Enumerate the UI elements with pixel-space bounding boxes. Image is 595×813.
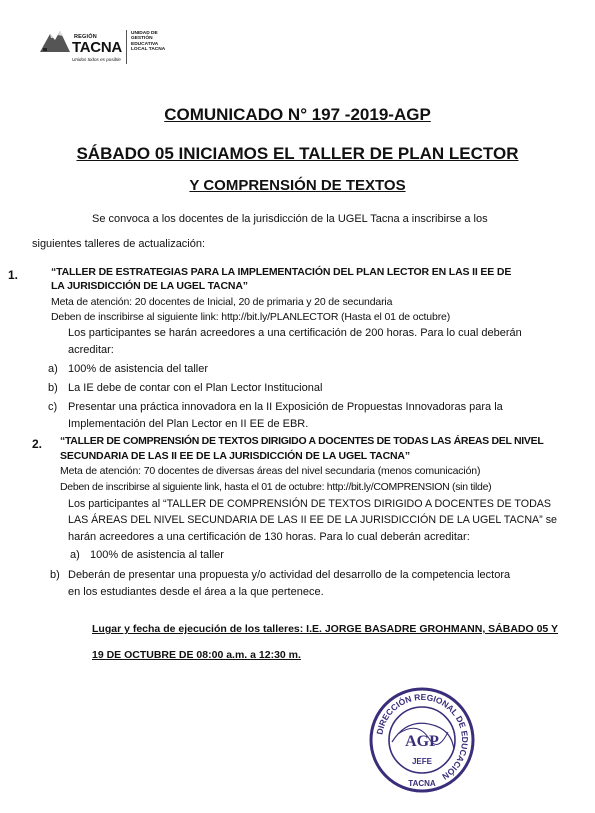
workshop-2-title-1: “TALLER DE COMPRENSIÓN DE TEXTOS DIRIGIDO A DOCENTES DE TODAS LAS ÁREAS DEL NIVEL: [60, 435, 544, 447]
region-label: REGIÓN: [74, 34, 97, 40]
workshop-2-cert-1: Los participantes al “TALLER DE COMPRENSIÓN DE TEXTOS DIRIGIDO A DOCENTES DE TODAS: [68, 498, 552, 510]
requirement-letter: b): [50, 569, 60, 581]
ugel-label: [131, 31, 165, 53]
workshop-1-title-1: “TALLER DE ESTRATEGIAS PARA LA IMPLEMENTACIÓN DEL PLAN LECTOR EN LAS II EE DE: [51, 266, 512, 278]
document-title: COMUNICADO N° 197 -2019-AGP: [164, 105, 431, 124]
workshop-2-req-b-1: Deberán de presentar una propuesta y/o actividad del desarrollo de la competencia lectora: [68, 569, 511, 581]
workshop-1-register: Deben de inscribirse al siguiente link: http://bit.ly/PLANLECTOR (Hasta el 01 de octubre): [51, 311, 451, 323]
workshop-2-cert-2: LAS ÁREAS DEL NIVEL SECUNDARIA DE LAS II EE DE LA JURISDICCIÓN DE LA UGEL TACNA” se: [68, 514, 558, 526]
workshop-2-goal: Meta de atención: 70 docentes de diversas áreas del nivel secundaria (menos comunicación): [60, 465, 481, 477]
requirement-letter: b): [48, 382, 58, 394]
headline-1: SÁBADO 05 INICIAMOS EL TALLER DE PLAN LECTOR: [76, 144, 519, 163]
workshop-2-req-a: 100% de asistencia al taller: [90, 549, 224, 561]
workshop-2-number: 2.: [32, 437, 43, 451]
workshop-1-req-b: La IE debe de contar con el Plan Lector Institucional: [68, 382, 323, 394]
workshop-2-title-2: SECUNDARIA DE LAS II EE DE LA JURISDICCIÓN DE LA UGEL TACNA”: [60, 450, 410, 462]
region-tacna-logo: [28, 22, 188, 68]
requirement-letter: a): [48, 363, 58, 375]
ugel-line: LOCAL TACNA: [131, 47, 166, 53]
workshop-1-cert-2: acreditar:: [68, 344, 114, 356]
workshop-1-req-c-1: Presentar una práctica innovadora en la II Exposición de Propuestas Innovadoras para la: [68, 401, 503, 413]
place-date-line-1: Lugar y fecha de ejecución de los talleres: I.E. JORGE BASADRE GROHMANN, SÁBADO 05 Y: [92, 623, 559, 635]
workshop-1-goal: Meta de atención: 20 docentes de Inicial, 20 de primaria y 20 de secundaria: [51, 296, 393, 308]
place-date-line-2: 19 DE OCTUBRE DE 08:00 a.m. a 12:30 m.: [92, 649, 301, 661]
region-tagline: Unidos todos es posible: [72, 57, 121, 62]
stamp-ring-text: DIRECCIÓN REGIONAL DE EDUCACIÓN: [374, 691, 471, 782]
intro-line-2: siguientes talleres de actualización:: [32, 238, 206, 250]
region-name: TACNA: [72, 39, 122, 56]
workshop-1-title-2: LA JURISDICCIÓN DE LA UGEL TACNA”: [51, 280, 248, 292]
stamp-role-text: JEFE: [411, 757, 433, 766]
workshop-2-cert-3: harán acreedores a una certificación de 130 horas. Para lo cual deberán acreditar:: [68, 531, 470, 543]
ugel-line: UNIDAD DE: [131, 31, 158, 36]
stamp-city-text: TACNA: [408, 779, 436, 788]
stamp-center-text: AGP: [405, 733, 439, 750]
workshop-1-cert-1: Los participantes se harán acreedores a una certificación de 200 horas. Para lo cual deberán: [68, 327, 522, 339]
workshop-2-req-b-2: en los estudiantes desde el área a la que pertenece.: [68, 586, 324, 598]
workshop-1-number: 1.: [8, 268, 19, 282]
workshop-1-req-a: 100% de asistencia del taller: [68, 363, 209, 375]
headline-2: Y COMPRENSIÓN DE TEXTOS: [189, 177, 406, 194]
intro-line-1: Se convoca a los docentes de la jurisdicción de la UGEL Tacna a inscribirse a los: [92, 213, 488, 225]
ugel-line: GESTIÓN: [131, 36, 153, 42]
workshop-2-register: Deben de inscribirse al siguiente link, hasta el 01 de octubre: http://bit.ly/COMPRENSION (sin tilde): [60, 481, 492, 493]
requirement-letter: c): [48, 401, 58, 413]
ugel-line: EDUCATIVA: [131, 41, 159, 47]
requirement-letter: a): [70, 549, 80, 561]
workshop-1-req-c-2: Implementación del Plan Lector en II EE de EBR.: [68, 418, 309, 430]
logo-divider: [126, 30, 127, 64]
official-stamp: [368, 686, 476, 794]
mountain-icon: [38, 26, 72, 56]
